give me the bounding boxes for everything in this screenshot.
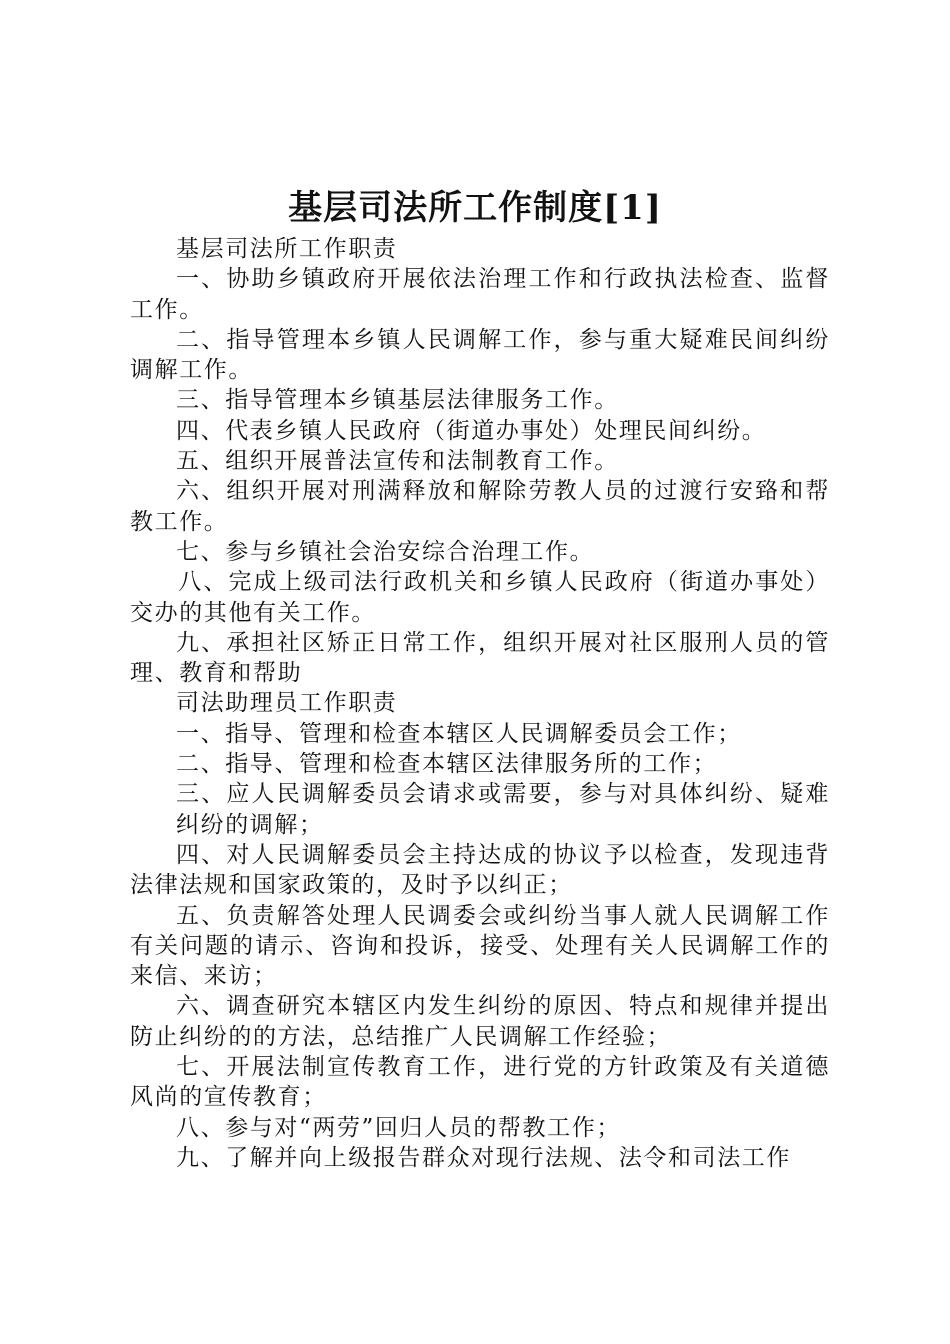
list-item: 一、指导、管理和检查本辖区人民调解委员会工作； — [176, 720, 742, 747]
list-item: 八、参与对“两劳”回归人员的帮教工作； — [176, 1114, 621, 1141]
list-item: 三、应人民调解委员会请求或需要，参与对具体纠纷、疑难纠纷的调解； — [176, 781, 830, 838]
list-item: 六、调查研究本辖区内发生纠纷的原因、特点和规律并提出防止纠纷的的方法，总结推广人民调解工作经验； — [130, 993, 830, 1050]
list-item: 二、指导管理本乡镇人民调解工作，参与重大疑难民间纠纷调解工作。 — [130, 326, 830, 384]
list-item: 六、组织开展对刑满释放和解除劳教人员的过渡行安臵和帮教工作。 — [130, 478, 830, 535]
section-heading-assistant-duties: 司法助理员工作职责 — [176, 690, 398, 717]
document-body — [130, 234, 830, 1173]
section-heading-station-duties: 基层司法所工作职责 — [176, 236, 398, 262]
list-item: 三、指导管理本乡镇基层法律服务工作。 — [176, 387, 619, 414]
list-item: 二、指导、管理和检查本辖区法律服务所的工作； — [176, 751, 718, 778]
list-item: 八、完成上级司法行政机关和乡镇人民政府（街道办事处）交办的其他有关工作。 — [130, 569, 830, 626]
list-item: 五、负责解答处理人民调委会或纠纷当事人就人民调解工作有关问题的请示、咨询和投诉，接受、处理有关人民调解工作的来信、来访； — [130, 902, 830, 990]
list-item: 五、组织开展普法宣传和法制教育工作。 — [176, 448, 619, 475]
list-item: 七、开展法制宣传教育工作，进行党的方针政策及有关道德风尚的宣传教育； — [130, 1054, 830, 1111]
list-item: 九、了解并向上级报告群众对现行法规、法令和司法工作 — [176, 1144, 791, 1171]
list-item: 七、参与乡镇社会治安综合治理工作。 — [176, 538, 595, 565]
list-item: 四、对人民调解委员会主持达成的协议予以检查，发现违背法律法规和国家政策的，及时予以纠正； — [130, 841, 830, 899]
list-item: 四、代表乡镇人民政府（街道办事处）处理民间纠纷。 — [176, 417, 767, 444]
list-item: 一、协助乡镇政府开展依法治理工作和行政执法检查、监督工作。 — [130, 266, 830, 323]
list-item: 九、承担社区矫正日常工作，组织开展对社区服刑人员的管理、教育和帮助 — [130, 629, 830, 687]
document-title: 基层司法所工作制度[1] — [288, 188, 662, 228]
